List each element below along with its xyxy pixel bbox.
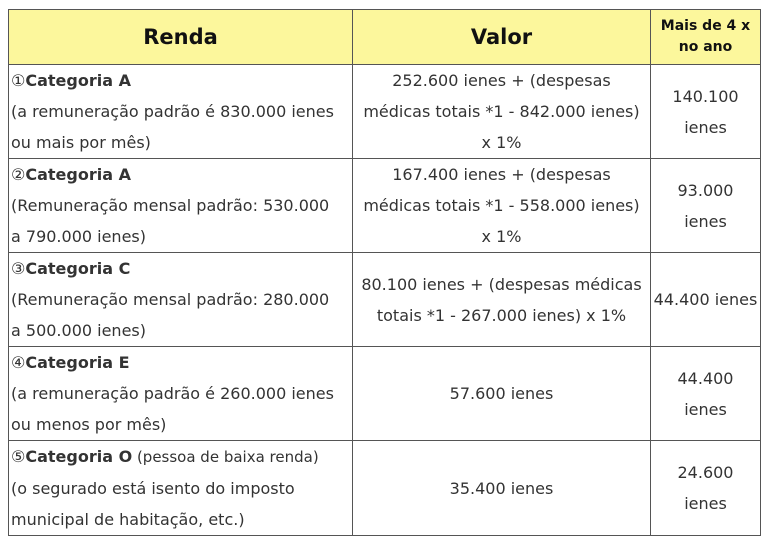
row-marker: ④ bbox=[11, 353, 26, 372]
valor-line: 167.400 ienes + (despesas bbox=[392, 165, 611, 184]
mais-cell bbox=[651, 441, 761, 536]
category-name: Categoria O bbox=[25, 447, 133, 466]
valor-cell bbox=[353, 65, 651, 159]
renda-detail-line: (Remuneração mensal padrão: 280.000 bbox=[11, 290, 330, 309]
category-line bbox=[11, 347, 352, 378]
row-marker: ① bbox=[11, 71, 26, 90]
header-row bbox=[9, 10, 761, 65]
category-name: Categoria C bbox=[25, 259, 131, 278]
valor-line: x 1% bbox=[481, 133, 522, 152]
valor-cell bbox=[353, 347, 651, 441]
table-body bbox=[9, 65, 761, 536]
cost-table bbox=[8, 9, 761, 536]
category-line bbox=[11, 65, 352, 96]
renda-detail-line: (Remuneração mensal padrão: 530.000 bbox=[11, 196, 330, 215]
mais-line: 93.000 bbox=[677, 180, 734, 200]
renda-detail-line: a 790.000 ienes) bbox=[11, 227, 146, 246]
header-mais-line-1: Mais de 4 x bbox=[660, 18, 751, 34]
category-note: (pessoa de baixa renda) bbox=[132, 448, 319, 466]
category-line bbox=[11, 441, 352, 473]
valor-cell bbox=[353, 441, 651, 536]
renda-detail-line: (a remuneração padrão é 260.000 ienes bbox=[11, 384, 334, 403]
valor-cell bbox=[353, 159, 651, 253]
header-renda: Renda bbox=[9, 10, 353, 65]
category-line bbox=[11, 253, 352, 284]
mais-line: ienes bbox=[684, 117, 727, 137]
header-valor: Valor bbox=[353, 10, 651, 65]
valor-line: 80.100 ienes + (despesas médicas bbox=[361, 274, 642, 294]
row-marker: ③ bbox=[11, 259, 26, 278]
valor-line: médicas totais *1 - 558.000 ienes) bbox=[363, 196, 640, 215]
valor-line: médicas totais *1 - 842.000 ienes) bbox=[363, 102, 640, 121]
valor-line: 252.600 ienes + (despesas bbox=[392, 71, 611, 90]
renda-detail-line: (o segurado está isento do imposto bbox=[11, 479, 295, 498]
mais-line: 140.100 bbox=[672, 86, 739, 106]
renda-cell bbox=[9, 347, 353, 441]
renda-cell bbox=[9, 159, 353, 253]
renda-detail-line: ou menos por mês) bbox=[11, 415, 167, 434]
header-mais bbox=[651, 10, 761, 65]
valor-line: 35.400 ienes bbox=[449, 478, 554, 498]
mais-cell bbox=[651, 159, 761, 253]
renda-cell bbox=[9, 65, 353, 159]
mais-line: ienes bbox=[684, 494, 727, 513]
row-marker: ② bbox=[11, 165, 26, 184]
category-name: Categoria A bbox=[25, 165, 131, 184]
renda-cell bbox=[9, 441, 353, 536]
valor-line: totais *1 - 267.000 ienes) x 1% bbox=[376, 305, 627, 325]
category-line bbox=[11, 159, 352, 190]
mais-cell bbox=[651, 347, 761, 441]
table-row bbox=[9, 441, 761, 536]
mais-cell bbox=[651, 65, 761, 159]
mais-line: 44.400 bbox=[677, 368, 734, 388]
row-marker: ⑤ bbox=[11, 447, 26, 466]
valor-cell bbox=[353, 253, 651, 347]
renda-detail-line: municipal de habitação, etc.) bbox=[11, 510, 245, 529]
mais-line: ienes bbox=[684, 211, 727, 231]
table-row bbox=[9, 347, 761, 441]
renda-detail-line: a 500.000 ienes) bbox=[11, 321, 146, 340]
renda-cell bbox=[9, 253, 353, 347]
mais-line: ienes bbox=[684, 399, 727, 419]
table-row bbox=[9, 65, 761, 159]
mais-line: 44.400 ienes bbox=[653, 290, 758, 309]
header-mais-line-2: no ano bbox=[678, 39, 733, 55]
valor-line: x 1% bbox=[481, 227, 522, 246]
valor-line: 57.600 ienes bbox=[449, 384, 554, 403]
category-name: Categoria A bbox=[25, 71, 131, 90]
renda-detail-line: (a remuneração padrão é 830.000 ienes bbox=[11, 102, 334, 121]
mais-line: 24.600 bbox=[677, 463, 734, 482]
table-row bbox=[9, 253, 761, 347]
renda-detail-line: ou mais por mês) bbox=[11, 133, 151, 152]
table-row bbox=[9, 159, 761, 253]
mais-cell bbox=[651, 253, 761, 347]
category-name: Categoria E bbox=[25, 353, 130, 372]
